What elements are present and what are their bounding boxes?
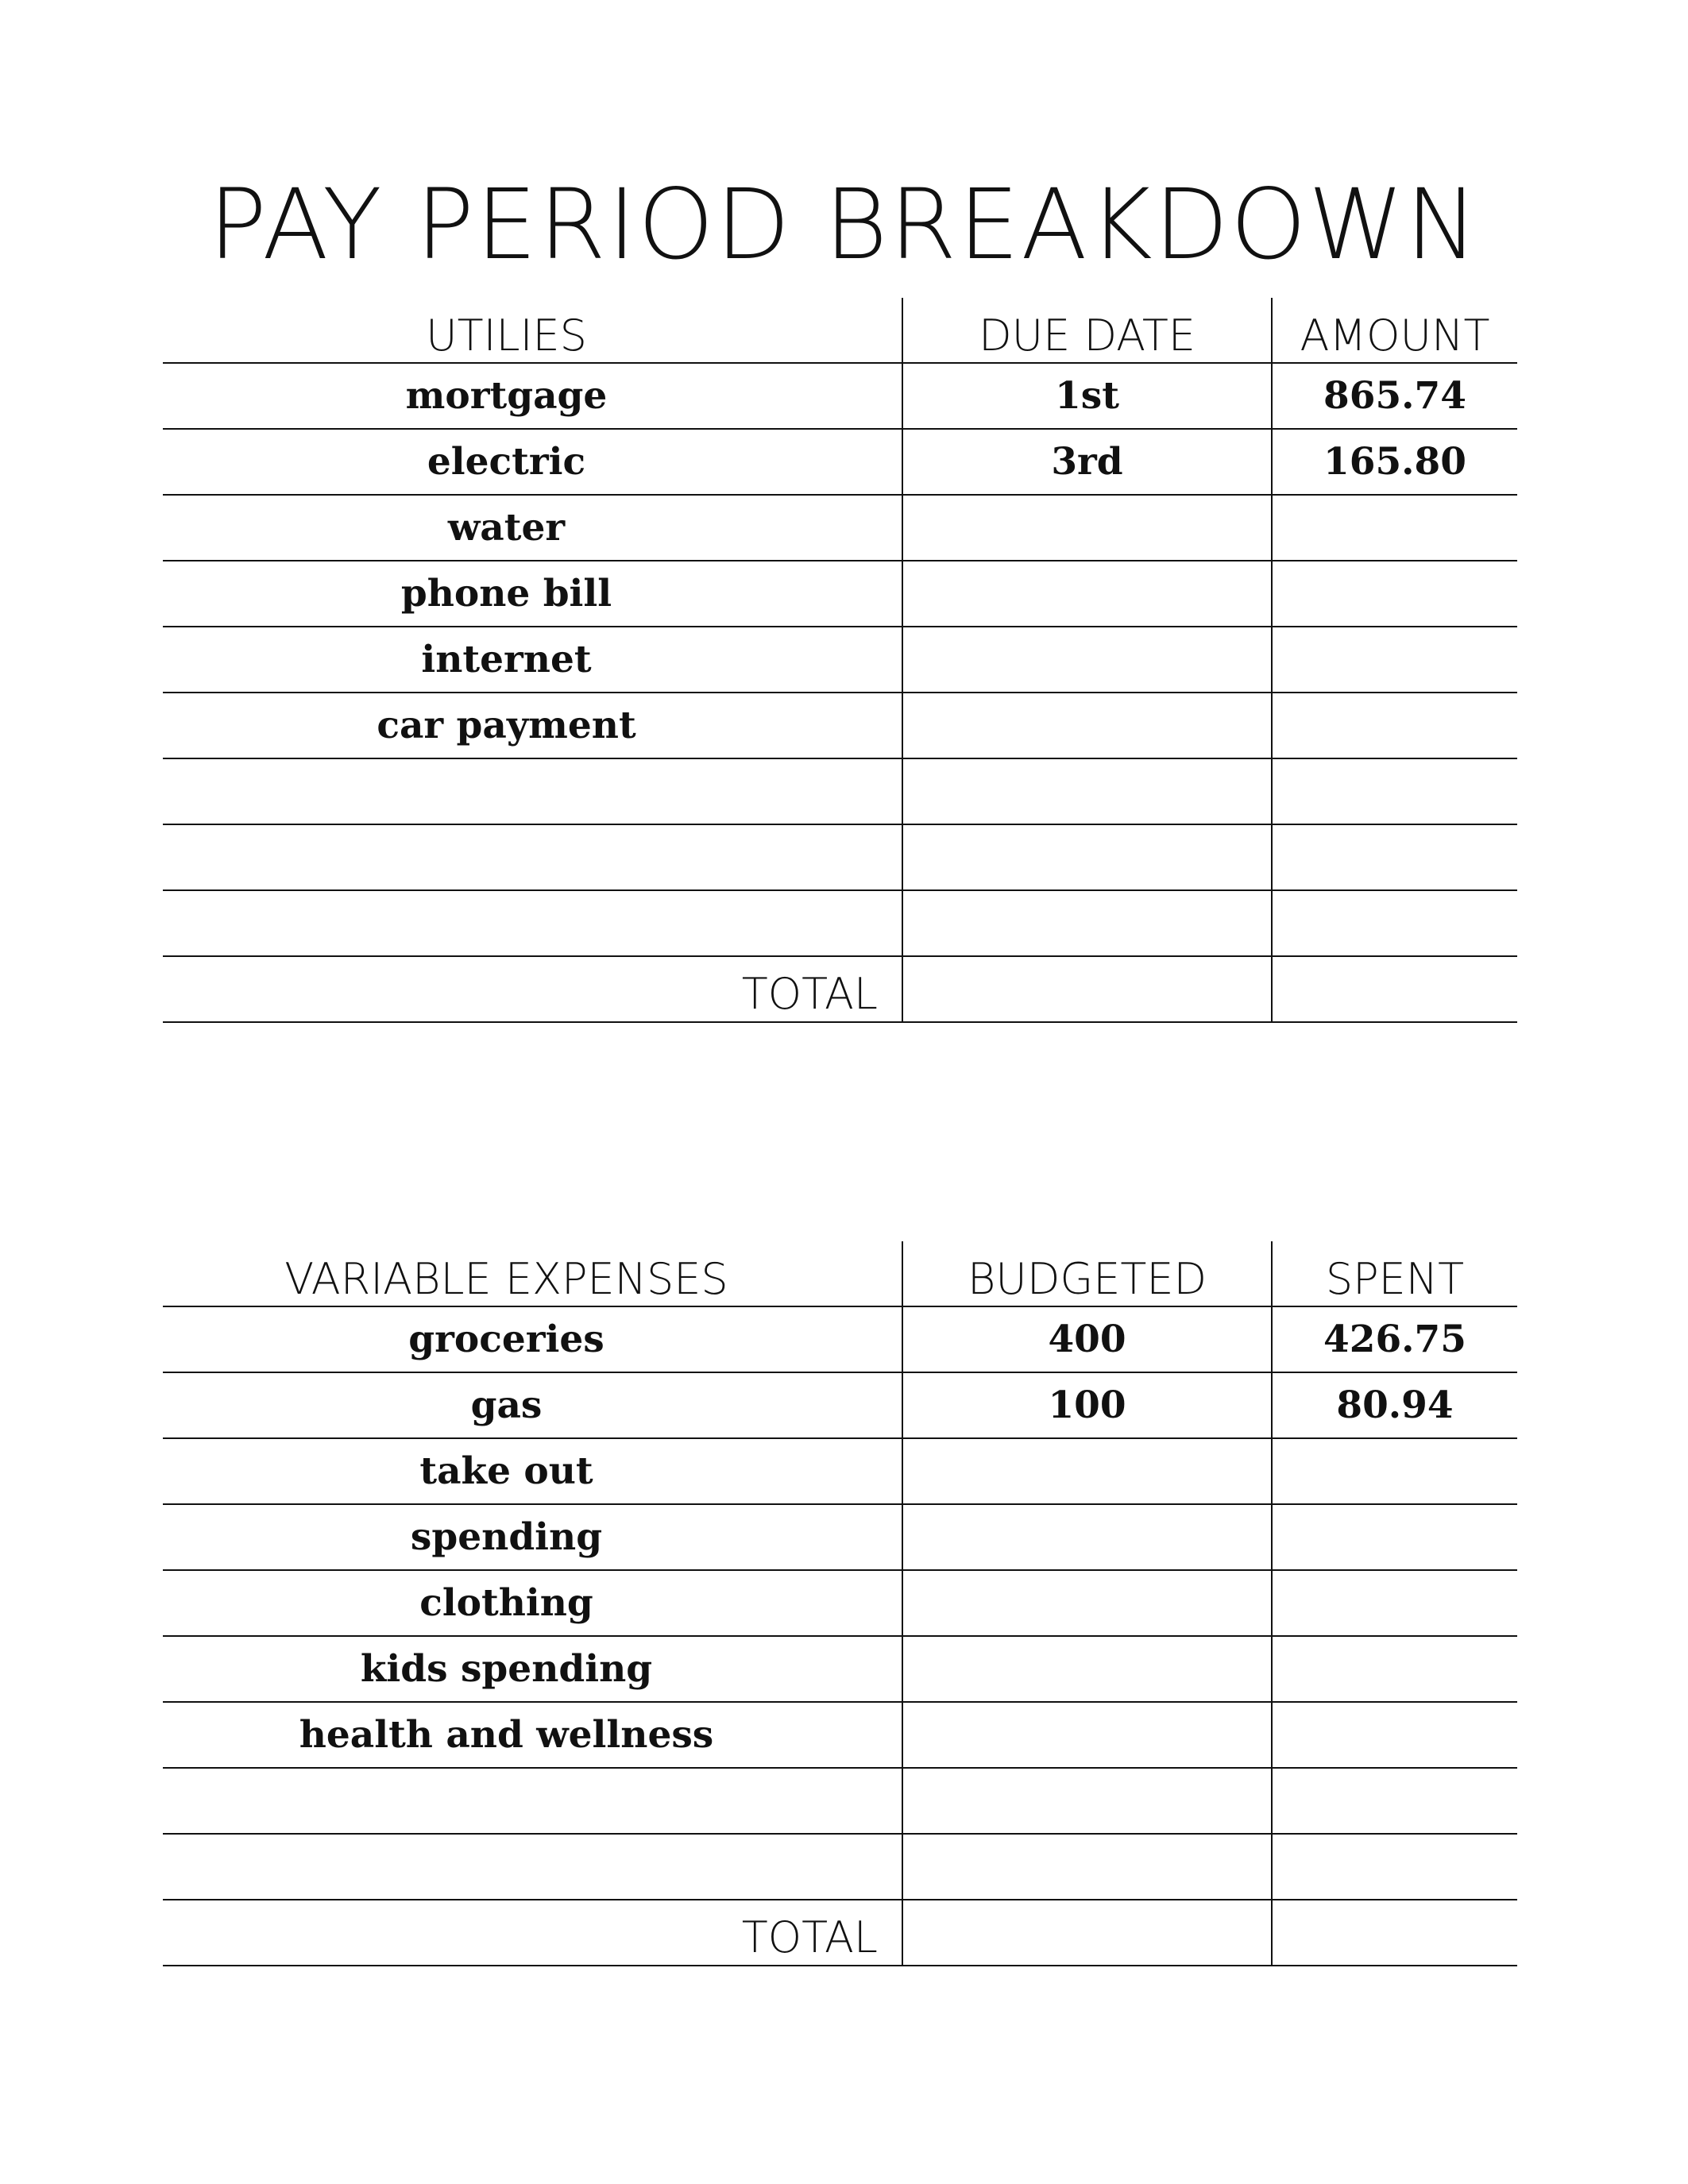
amount-cell[interactable]: [1271, 561, 1517, 626]
budgeted-cell[interactable]: [902, 1439, 1271, 1503]
utilities-table: [163, 298, 1517, 1023]
table-row: [163, 1439, 1517, 1505]
utility-name-cell[interactable]: mortgage: [405, 374, 608, 418]
due-date-cell[interactable]: [902, 693, 1271, 758]
expense-name-cell[interactable]: take out: [419, 1449, 593, 1493]
utility-name-cell[interactable]: [163, 825, 902, 889]
utility-name-cell[interactable]: internet: [421, 638, 592, 681]
budgeted-cell[interactable]: 400: [902, 1307, 1271, 1372]
table-row: [163, 627, 1517, 693]
table-row: [163, 693, 1517, 759]
due-date-cell[interactable]: 3rd: [902, 430, 1271, 494]
table-row: [163, 759, 1517, 825]
spent-cell[interactable]: [1271, 1571, 1517, 1635]
utility-name-cell[interactable]: water: [447, 506, 566, 550]
table-row: [163, 496, 1517, 561]
amount-cell[interactable]: [1271, 891, 1517, 955]
table-row: [163, 1571, 1517, 1637]
table-row: [163, 561, 1517, 627]
total-label: TOTAL: [741, 969, 878, 1019]
due-date-cell[interactable]: [902, 627, 1271, 692]
expense-name-cell[interactable]: [163, 1769, 902, 1833]
expense-name-cell[interactable]: spending: [410, 1515, 603, 1559]
spent-cell[interactable]: [1271, 1703, 1517, 1767]
due-date-cell[interactable]: 1st: [902, 364, 1271, 428]
table-header-row: [163, 298, 1517, 364]
amount-cell[interactable]: [1271, 825, 1517, 889]
amount-cell[interactable]: [1271, 693, 1517, 758]
expense-name-cell[interactable]: clothing: [419, 1581, 593, 1625]
table-row: [163, 1505, 1517, 1571]
total-budgeted-cell[interactable]: [902, 1900, 1271, 1965]
table-row: [163, 1373, 1517, 1439]
column-header-due-date: DUE DATE: [902, 298, 1271, 362]
page-title: PAY PERIOD BREAKDOWN: [208, 168, 1480, 281]
spent-cell[interactable]: [1271, 1769, 1517, 1833]
total-row: [163, 957, 1517, 1023]
budgeted-cell[interactable]: [902, 1637, 1271, 1701]
spent-cell[interactable]: 426.75: [1271, 1307, 1517, 1372]
expense-name-cell[interactable]: [163, 1835, 902, 1899]
column-header-variable-expenses: VARIABLE EXPENSES: [284, 1254, 728, 1304]
spent-cell[interactable]: [1271, 1505, 1517, 1569]
table-row: [163, 1307, 1517, 1373]
column-header-spent: SPENT: [1271, 1241, 1517, 1306]
utility-name-cell[interactable]: car payment: [377, 704, 636, 747]
amount-cell[interactable]: 165.80: [1271, 430, 1517, 494]
due-date-cell[interactable]: [902, 891, 1271, 955]
budgeted-cell[interactable]: [902, 1505, 1271, 1569]
table-row: [163, 825, 1517, 891]
table-row: [163, 1637, 1517, 1703]
column-header-budgeted: BUDGETED: [902, 1241, 1271, 1306]
column-header-amount: AMOUNT: [1271, 298, 1517, 362]
table-row: [163, 1769, 1517, 1835]
utility-name-cell[interactable]: [163, 759, 902, 824]
budgeted-cell[interactable]: 100: [902, 1373, 1271, 1437]
expense-name-cell[interactable]: kids spending: [360, 1647, 653, 1691]
total-amount-cell[interactable]: [1271, 957, 1517, 1021]
spent-cell[interactable]: [1271, 1637, 1517, 1701]
expense-name-cell[interactable]: health and wellness: [299, 1713, 714, 1757]
amount-cell[interactable]: [1271, 496, 1517, 560]
spent-cell[interactable]: [1271, 1835, 1517, 1899]
utility-name-cell[interactable]: phone bill: [400, 572, 612, 615]
variable-expenses-table: [163, 1241, 1517, 1966]
table-row: [163, 364, 1517, 430]
column-header-utilities: UTILIES: [426, 311, 587, 361]
due-date-cell[interactable]: [902, 496, 1271, 560]
due-date-cell[interactable]: [902, 759, 1271, 824]
table-row: [163, 1835, 1517, 1900]
total-spent-cell[interactable]: [1271, 1900, 1517, 1965]
total-label: TOTAL: [741, 1912, 878, 1962]
budgeted-cell[interactable]: [902, 1835, 1271, 1899]
table-row: [163, 430, 1517, 496]
table-row: [163, 891, 1517, 957]
utility-name-cell[interactable]: electric: [427, 440, 586, 484]
amount-cell[interactable]: [1271, 627, 1517, 692]
budgeted-cell[interactable]: [902, 1769, 1271, 1833]
utility-name-cell[interactable]: [163, 891, 902, 955]
amount-cell[interactable]: 865.74: [1271, 364, 1517, 428]
spent-cell[interactable]: 80.94: [1271, 1373, 1517, 1437]
table-row: [163, 1703, 1517, 1769]
total-row: [163, 1900, 1517, 1966]
budgeted-cell[interactable]: [902, 1703, 1271, 1767]
table-header-row: [163, 1241, 1517, 1307]
expense-name-cell[interactable]: gas: [470, 1383, 543, 1427]
due-date-cell[interactable]: [902, 561, 1271, 626]
amount-cell[interactable]: [1271, 759, 1517, 824]
budgeted-cell[interactable]: [902, 1571, 1271, 1635]
total-due-cell[interactable]: [902, 957, 1271, 1021]
due-date-cell[interactable]: [902, 825, 1271, 889]
spent-cell[interactable]: [1271, 1439, 1517, 1503]
expense-name-cell[interactable]: groceries: [408, 1318, 605, 1361]
